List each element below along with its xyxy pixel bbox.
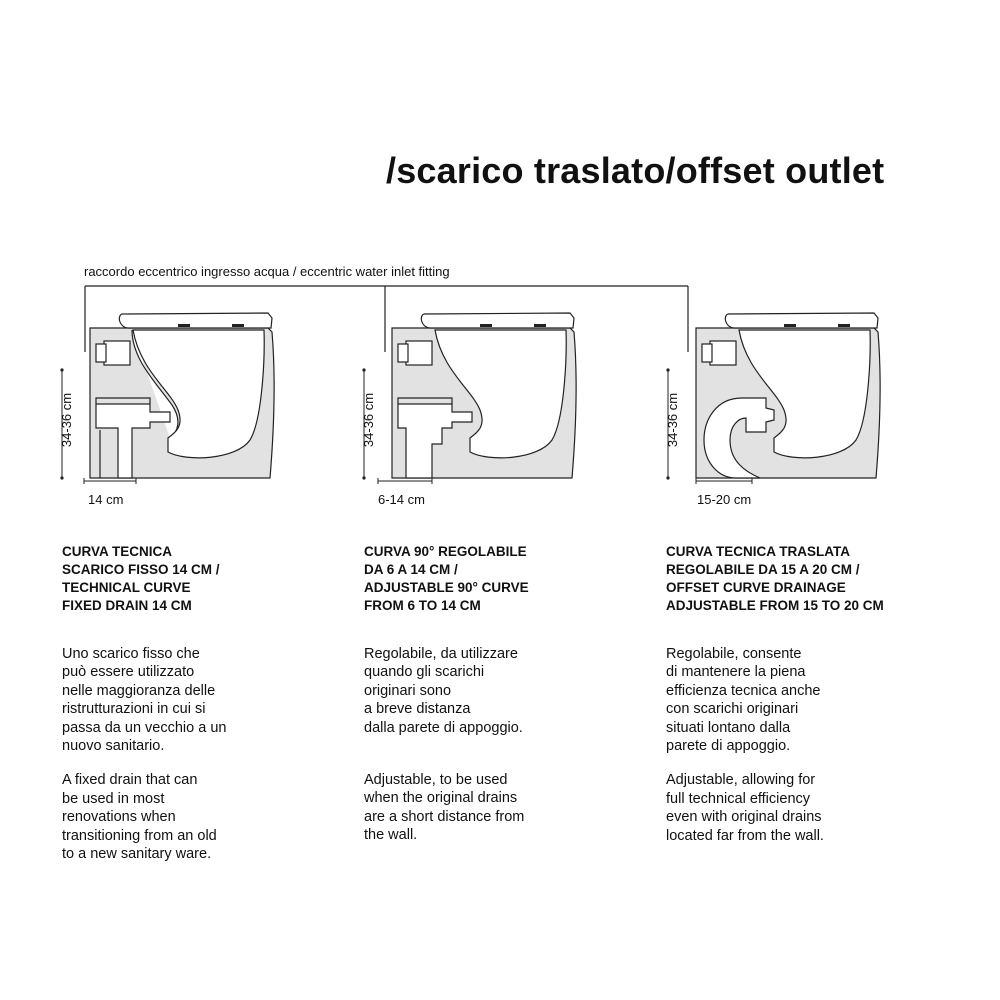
- seat-lid: [421, 313, 574, 328]
- height-label: 34-36 cm: [361, 392, 376, 448]
- english-description: Adjustable, to be used when the original drains are a short distance from the wall.: [364, 772, 525, 844]
- diagram-adjustable-90: [362, 313, 576, 484]
- width-label: 14 cm: [88, 492, 124, 507]
- seat-lid: [119, 313, 272, 328]
- diagram-offset-curve: [666, 313, 880, 484]
- seat-lid: [725, 313, 878, 328]
- height-label: 34-36 cm: [665, 392, 680, 448]
- english-description: Adjustable, allowing for full technical efficiency even with original drains located far from the wall.: [666, 772, 824, 844]
- diagram-fixed-drain: [60, 313, 274, 484]
- column-offset-curve: [666, 543, 966, 845]
- fitting-label: raccordo eccentrico ingresso acqua / eccentric water inlet fitting: [84, 264, 450, 279]
- inlet-fitting: [406, 341, 432, 365]
- column-adjustable-90: [364, 543, 664, 845]
- inlet-fitting: [710, 341, 736, 365]
- width-label: 15-20 cm: [697, 492, 752, 507]
- column-heading: CURVA TECNICA TRASLATA REGOLABILE DA 15 A 20 CM / OFFSET CURVE DRAINAGE ADJUSTABLE FROM 15 TO 20 CM: [666, 544, 884, 613]
- column-heading: CURVA TECNICA SCARICO FISSO 14 CM / TECHNICAL CURVE FIXED DRAIN 14 CM: [62, 544, 220, 613]
- column-heading: CURVA 90° REGOLABILE DA 6 A 14 CM / ADJUSTABLE 90° CURVE FROM 6 TO 14 CM: [364, 544, 529, 613]
- english-description: A fixed drain that can be used in most renovations when transitioning from an old to a new sanitary ware.: [62, 772, 217, 863]
- width-label: 6-14 cm: [378, 492, 425, 507]
- italian-description: Regolabile, consente di mantenere la piena efficienza tecnica anche con scarichi originari situati lontano dalla parete di appoggio.: [666, 646, 821, 755]
- column-fixed-drain: [62, 543, 362, 863]
- page-title: /scarico traslato/offset outlet: [386, 150, 885, 191]
- italian-description: Regolabile, da utilizzare quando gli scarichi originari sono a breve distanza dalla parete di appoggio.: [364, 646, 523, 736]
- height-label: 34-36 cm: [59, 392, 74, 448]
- inlet-fitting: [104, 341, 130, 365]
- italian-description: Uno scarico fisso che può essere utilizzato nelle maggioranza delle ristrutturazioni in cui si passa da un vecchio a un nuovo sanitario.: [62, 646, 227, 755]
